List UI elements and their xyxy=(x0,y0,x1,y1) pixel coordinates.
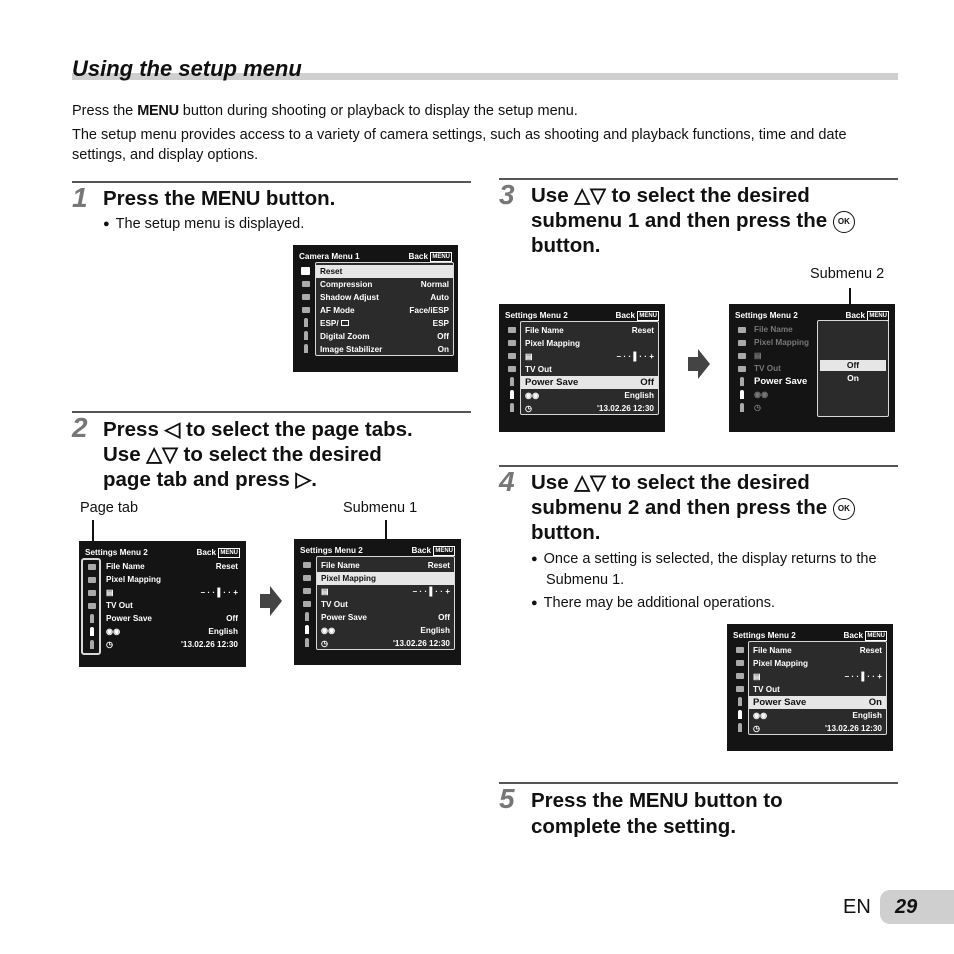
step-4-bullet-2: ● There may be additional operations. xyxy=(531,593,775,614)
movie-tab-icon xyxy=(733,669,746,682)
screen-title: Settings Menu 2 xyxy=(85,548,148,557)
submenu-2-popup xyxy=(817,320,889,417)
menu-panel xyxy=(316,556,455,650)
step-3-line-3: button. xyxy=(531,234,601,257)
row-label xyxy=(320,317,349,330)
step-text: submenu 2 and then press the xyxy=(531,496,828,519)
row-label: Pixel Mapping xyxy=(753,659,809,668)
menu-row-brightness xyxy=(321,585,450,598)
row-value: Off xyxy=(438,613,450,622)
language-icon: ◉◉ xyxy=(321,626,336,635)
spot-metering-icon xyxy=(341,320,349,326)
menu-row-tv-out xyxy=(525,363,654,376)
menu-row-power-save xyxy=(521,376,658,389)
menu-row-tv-out xyxy=(753,683,882,696)
arrow-right-icon xyxy=(260,586,282,616)
menu-button-label: MENU xyxy=(201,187,261,210)
page-tabs xyxy=(735,323,748,414)
back-text: Back xyxy=(408,252,429,261)
back-label xyxy=(408,252,452,262)
ok-button-icon: OK xyxy=(833,211,855,233)
menu-row-brightness xyxy=(753,670,882,683)
menu-row-tv-out xyxy=(321,598,450,611)
row-label-text: ESP/ xyxy=(320,319,339,328)
menu-icon: MENU xyxy=(869,313,887,319)
clock-icon: ◷ xyxy=(753,724,761,733)
row-value: Reset xyxy=(631,326,654,335)
screen-header xyxy=(300,546,455,556)
menu-row-digital-zoom xyxy=(320,330,449,343)
menu-row-power-save xyxy=(321,611,450,624)
screen-title: Settings Menu 2 xyxy=(300,546,363,555)
row-label: Pixel Mapping xyxy=(525,339,581,348)
step-4-line-3: button. xyxy=(531,521,601,544)
intro-text: Press the xyxy=(72,103,138,119)
screen-title: Settings Menu 2 xyxy=(505,311,568,320)
row-value: Off xyxy=(640,377,654,388)
menu-row-power-save xyxy=(749,696,886,709)
step-3-number: 3 xyxy=(499,179,515,210)
page-tabs xyxy=(299,264,312,355)
row-label: AF Mode xyxy=(320,306,355,315)
step-4-number: 4 xyxy=(499,466,515,497)
step-4-rule xyxy=(499,465,898,467)
step-4-line-2 xyxy=(531,495,855,520)
settings-menu-screen-submenu1 xyxy=(294,539,461,665)
settings-menu-screen-result xyxy=(727,624,893,751)
movie-tab-icon xyxy=(85,586,98,599)
language-icon: ◉◉ xyxy=(525,391,540,400)
clock-icon: ◷ xyxy=(754,403,762,412)
back-text: Back xyxy=(411,546,432,555)
row-value: On xyxy=(868,697,882,708)
wrench-icon xyxy=(299,342,312,355)
row-value: '13.02.26 12:30 xyxy=(392,639,450,648)
menu-icon: MENU xyxy=(220,550,238,556)
step-5-number: 5 xyxy=(499,783,515,814)
row-value: '13.02.26 12:30 xyxy=(180,640,238,649)
page-tab-callout: Page tab xyxy=(80,500,139,516)
row-value: '13.02.26 12:30 xyxy=(596,404,654,413)
wrench-icon xyxy=(505,388,518,401)
wrench-icon xyxy=(735,401,748,414)
monitor-brightness-icon: ▤ xyxy=(321,587,329,596)
row-label: Pixel Mapping xyxy=(106,575,162,584)
back-label xyxy=(615,311,659,321)
step-3-line-1: Use △▽ to select the desired xyxy=(531,184,810,207)
playback-tab-icon xyxy=(300,597,313,610)
camera-tab-icon xyxy=(735,336,748,349)
screen-header xyxy=(733,631,887,641)
step-3-line-2 xyxy=(531,208,855,233)
camera-tab-icon xyxy=(299,264,312,277)
row-label: Image Stabilizer xyxy=(320,345,383,354)
arrow-right-icon xyxy=(688,349,710,379)
row-value: Reset xyxy=(427,561,450,570)
language-code: EN xyxy=(843,896,871,918)
menu-row-pixel-mapping xyxy=(317,572,454,585)
monitor-brightness-icon: ▤ xyxy=(106,588,114,597)
submenu-2-callout: Submenu 2 xyxy=(810,266,885,282)
settings-menu-screen-tabs xyxy=(79,541,246,667)
wrench-icon xyxy=(733,721,746,734)
playback-tab-icon xyxy=(733,682,746,695)
step-1-rule xyxy=(72,181,471,183)
row-value: On xyxy=(437,345,449,354)
page-tabs xyxy=(300,558,313,649)
row-value: Off xyxy=(437,332,449,341)
camera-tab-icon xyxy=(733,643,746,656)
clock-icon: ◷ xyxy=(106,640,114,649)
camera-tab-icon xyxy=(735,323,748,336)
step-1-heading xyxy=(103,186,335,211)
camera-tab-icon xyxy=(299,277,312,290)
step-2-rule xyxy=(72,411,471,413)
row-value: Off xyxy=(226,614,238,623)
menu-panel xyxy=(520,321,659,415)
step-5-line-1 xyxy=(531,788,783,813)
row-value: Reset xyxy=(859,646,882,655)
wrench-icon xyxy=(85,612,98,625)
row-label: TV Out xyxy=(321,600,348,609)
step-text: Press the xyxy=(531,789,629,812)
wrench-icon xyxy=(300,610,313,623)
menu-row-file-name xyxy=(106,560,238,573)
step-text: button to xyxy=(688,789,783,812)
step-2-line-2: Use △▽ to select the desired xyxy=(103,443,382,466)
screen-header xyxy=(299,252,452,262)
camera-tab-icon xyxy=(505,323,518,336)
page-tabs xyxy=(733,643,746,734)
row-value: English xyxy=(208,627,238,636)
menu-row-date xyxy=(525,402,654,415)
menu-row-compression xyxy=(320,278,449,291)
camera-tab-icon xyxy=(505,336,518,349)
page-number: 29 xyxy=(880,890,954,924)
step-2-number: 2 xyxy=(72,412,88,443)
row-value: Auto xyxy=(430,293,449,302)
page-tabs xyxy=(85,560,98,651)
settings-menu-screen-submenu2 xyxy=(729,304,895,432)
back-label xyxy=(196,548,240,558)
ok-button-icon: OK xyxy=(833,498,855,520)
step-4-bullet-1: ● Once a setting is selected, the display returns to the Submenu 1. xyxy=(531,549,891,590)
camera-tab-icon xyxy=(300,571,313,584)
row-value: Face/iESP xyxy=(409,306,449,315)
row-value: Normal xyxy=(420,280,449,289)
screen-title: Settings Menu 2 xyxy=(735,311,798,320)
movie-tab-icon xyxy=(735,349,748,362)
movie-tab-icon xyxy=(300,584,313,597)
camera-tab-icon xyxy=(85,573,98,586)
screen-header xyxy=(505,311,659,321)
page-title: Using the setup menu xyxy=(72,56,302,81)
wrench-icon xyxy=(505,401,518,414)
submenu-1-callout: Submenu 1 xyxy=(343,500,418,516)
row-label: Power Save xyxy=(321,613,367,622)
brightness-scale: – · · ▌· · + xyxy=(616,352,654,361)
step-2-line-3: page tab and press ▷. xyxy=(103,468,317,491)
menu-panel xyxy=(102,558,242,652)
clock-icon: ◷ xyxy=(321,639,329,648)
intro-paragraph-1 xyxy=(72,101,578,121)
camera-menu-screen xyxy=(293,245,458,372)
step-3-rule xyxy=(499,178,898,180)
menu-icon: MENU xyxy=(435,548,453,554)
monitor-brightness-icon: ▤ xyxy=(754,351,762,360)
menu-icon: MENU xyxy=(432,254,450,260)
wrench-icon xyxy=(299,329,312,342)
wrench-icon xyxy=(300,623,313,636)
playback-tab-icon xyxy=(299,303,312,316)
menu-row-file-name xyxy=(321,559,450,572)
menu-row-file-name xyxy=(753,644,882,657)
menu-panel xyxy=(748,641,887,735)
menu-panel xyxy=(315,262,454,356)
wrench-icon xyxy=(735,375,748,388)
wrench-icon xyxy=(85,625,98,638)
menu-row-pixel-mapping xyxy=(753,657,882,670)
wrench-icon xyxy=(733,695,746,708)
step-text: button. xyxy=(260,187,336,210)
row-value: Reset xyxy=(215,562,238,571)
row-label: TV Out xyxy=(106,601,133,610)
wrench-icon xyxy=(299,316,312,329)
menu-row-date xyxy=(321,637,450,650)
back-text: Back xyxy=(845,311,866,320)
wrench-icon xyxy=(505,375,518,388)
row-value: English xyxy=(624,391,654,400)
row-label: Digital Zoom xyxy=(320,332,370,341)
menu-row-language xyxy=(106,625,238,638)
camera-tab-icon xyxy=(300,558,313,571)
playback-tab-icon xyxy=(505,362,518,375)
row-label: Shadow Adjust xyxy=(320,293,379,302)
row-label: Pixel Mapping xyxy=(321,574,377,583)
menu-row-shadow-adjust xyxy=(320,291,449,304)
back-text: Back xyxy=(615,311,636,320)
movie-tab-icon xyxy=(299,290,312,303)
menu-row-af-mode xyxy=(320,304,449,317)
camera-tab-icon xyxy=(733,656,746,669)
step-2-line-1: Press ◁ to select the page tabs. xyxy=(103,418,413,441)
step-1-number: 1 xyxy=(72,182,88,213)
step-1-bullet: ● The setup menu is displayed. xyxy=(103,214,304,235)
brightness-scale: – · · ▌· · + xyxy=(200,588,238,597)
menu-row-language xyxy=(753,709,882,722)
menu-row-date xyxy=(106,638,238,651)
menu-button-label: MENU xyxy=(137,103,179,119)
row-value: ESP xyxy=(432,319,449,328)
clock-icon: ◷ xyxy=(525,404,533,413)
brightness-scale: – · · ▌· · + xyxy=(844,672,882,681)
menu-row-tv-out xyxy=(106,599,238,612)
row-label: Power Save xyxy=(753,697,807,708)
row-label: File Name xyxy=(754,325,793,334)
playback-tab-icon xyxy=(735,362,748,375)
row-value: English xyxy=(852,711,882,720)
step-text: submenu 1 and then press the xyxy=(531,209,828,232)
menu-row-date xyxy=(753,722,882,735)
wrench-icon xyxy=(300,636,313,649)
back-label xyxy=(843,631,887,641)
menu-row-pixel-mapping xyxy=(525,337,654,350)
row-label: Power Save xyxy=(754,376,808,387)
camera-tab-icon xyxy=(85,560,98,573)
back-text: Back xyxy=(843,631,864,640)
row-label: Power Save xyxy=(106,614,152,623)
row-label: TV Out xyxy=(753,685,780,694)
screen-header xyxy=(85,548,240,558)
menu-row-esp xyxy=(320,317,449,330)
screen-title: Settings Menu 2 xyxy=(733,631,796,640)
language-icon: ◉◉ xyxy=(753,711,768,720)
menu-row-brightness xyxy=(106,586,238,599)
page-tabs xyxy=(505,323,518,414)
menu-row-language xyxy=(525,389,654,402)
settings-menu-screen-power-save xyxy=(499,304,665,432)
step-4-line-1: Use △▽ to select the desired xyxy=(531,471,810,494)
monitor-brightness-icon: ▤ xyxy=(525,352,533,361)
brightness-scale: – · · ▌· · + xyxy=(412,587,450,596)
menu-row-file-name xyxy=(525,324,654,337)
language-icon: ◉◉ xyxy=(754,390,769,399)
menu-icon: MENU xyxy=(639,313,657,319)
row-label: File Name xyxy=(321,561,360,570)
wrench-icon xyxy=(735,388,748,401)
menu-icon: MENU xyxy=(867,633,885,639)
screen-title: Camera Menu 1 xyxy=(299,252,360,261)
movie-tab-icon xyxy=(505,349,518,362)
row-label: File Name xyxy=(525,326,564,335)
row-value: English xyxy=(420,626,450,635)
row-label: Power Save xyxy=(525,377,579,388)
step-5-rule xyxy=(499,782,898,784)
menu-row-pixel-mapping xyxy=(106,573,238,586)
wrench-icon xyxy=(733,708,746,721)
row-label: Pixel Mapping xyxy=(754,338,810,347)
back-text: Back xyxy=(196,548,217,557)
monitor-brightness-icon: ▤ xyxy=(753,672,761,681)
row-label: File Name xyxy=(106,562,145,571)
row-label: Reset xyxy=(320,267,343,276)
menu-row-language xyxy=(321,624,450,637)
row-label: Compression xyxy=(320,280,373,289)
step-text: Press the xyxy=(103,187,201,210)
intro-text: button during shooting or playback to display the setup menu. xyxy=(178,103,578,119)
menu-row-reset xyxy=(316,265,453,278)
popup-option-off: Off xyxy=(820,360,886,371)
playback-tab-icon xyxy=(85,599,98,612)
menu-row-power-save xyxy=(106,612,238,625)
menu-row-brightness xyxy=(525,350,654,363)
language-icon: ◉◉ xyxy=(106,627,121,636)
back-label xyxy=(411,546,455,556)
row-label: TV Out xyxy=(525,365,552,374)
popup-option-on: On xyxy=(847,373,859,383)
intro-paragraph-2: The setup menu provides access to a variety of camera settings, such as shooting and playback functions, time and date settings, and display options. xyxy=(72,127,847,163)
row-label: File Name xyxy=(753,646,792,655)
step-5-line-2: complete the setting. xyxy=(531,815,737,838)
menu-button-label: MENU xyxy=(629,789,689,812)
row-label: TV Out xyxy=(754,364,781,373)
row-value: '13.02.26 12:30 xyxy=(824,724,882,733)
menu-row-image-stabilizer xyxy=(320,343,449,356)
wrench-icon xyxy=(85,638,98,651)
